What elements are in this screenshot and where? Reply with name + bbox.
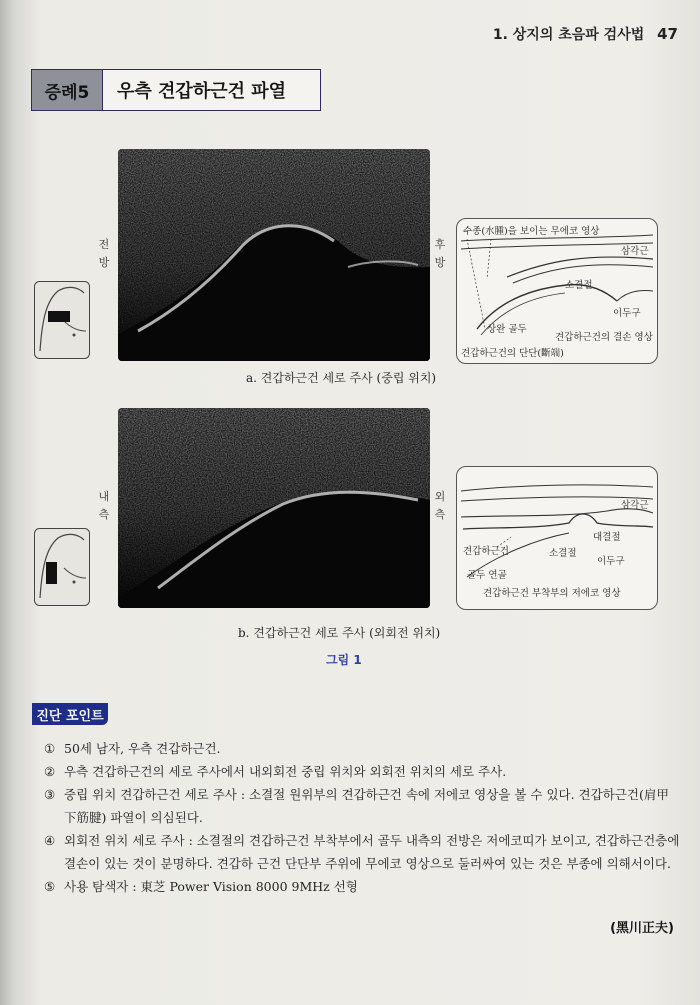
diagnosis-point: ③ 중립 위치 견갑하근건 세로 주사 : 소결절 원위부의 견갑하근건 속에 저에코 영상을 볼 수 있다. 견갑하근건(肩甲下筋腱) 파열이 의심된다. [44,787,669,825]
diagram-a-label-2: 삼각근 [621,246,649,257]
case-title-box [31,69,321,111]
diagram-a-label-6: 견갑하근건의 결손 영상 [555,332,653,343]
diagnosis-point: ② 우측 견갑하근건의 세로 주사에서 내외회전 중립 위치와 외회전 위치의 세로 주사. [44,764,507,779]
diagram-b-label-7: 견갑하근건 부착부의 저에코 영상 [483,588,621,599]
diagnosis-points [44,737,680,898]
figure-a-caption: a. 견갑하근건 세로 주사 (중립 위치) [246,371,437,385]
figure-a-right-orientation: 후 방 [434,238,446,269]
diagram-a-label-1: 수종(水腫)을 보이는 무에코 영상 [463,226,600,237]
shoulder-probe-icon-b [34,528,90,606]
diagnosis-point: ⑤ 사용 탐색자 : 東芝 Power Vision 8000 9MHz 선형 [44,879,358,894]
diagram-b-label-6: 골두 연골 [467,570,507,581]
case-label: 증례5 [32,70,103,110]
diagram-b-label-1: 삼각근 [621,500,649,511]
figure-b-left-orientation: 내 측 [98,490,110,521]
chapter-title: 1. 상지의 초음파 검사법 [492,27,645,43]
diagram-a [456,218,658,364]
running-header [493,24,678,44]
figure-a-left-orientation: 전 방 [98,238,110,269]
ultrasound-image-b [118,408,430,608]
diagram-b [456,466,658,610]
page-number: 47 [657,25,678,43]
diagram-a-label-7: 견갑하근건의 단단(斷端) [461,348,564,359]
figure-b-caption: b. 견갑하근건 세로 주사 (외회전 위치) [238,626,441,640]
diagnosis-point: ④ 외회전 위치 세로 주사 : 소결절의 견갑하근건 부착부에서 골두 내측의 전방은 저에코띠가 보이고, 견갑하근건층에 결손이 있는 것이 분명하다. 견갑하 근건 단단부 주위에 무에코 영상으로 둘러싸여 있는 것은 부종에 의해서이다. [44,833,680,871]
ultrasound-image-a [118,149,430,361]
diagram-b-label-5: 이두구 [597,556,625,567]
diagram-a-label-3: 소결절 [565,280,593,291]
case-title: 우측 견갑하근건 파열 [117,81,287,102]
diagnosis-point: ① 50세 남자, 우측 견갑하근건. [44,741,221,756]
author-credit: (黑川正夫) [610,921,674,936]
diagnosis-banner: 진단 포인트 [32,703,108,725]
diagram-a-label-5: 상완 골두 [487,324,527,335]
figure-label: 그림 1 [326,653,362,667]
diagram-a-label-4: 이두구 [613,308,641,319]
shoulder-probe-icon-a [34,281,90,359]
diagram-b-label-4: 소결절 [549,548,577,559]
figure-b-right-orientation: 외 측 [434,490,446,521]
diagram-b-label-2: 대결절 [593,532,621,543]
diagram-b-label-3: 견갑하근건 [463,546,509,557]
